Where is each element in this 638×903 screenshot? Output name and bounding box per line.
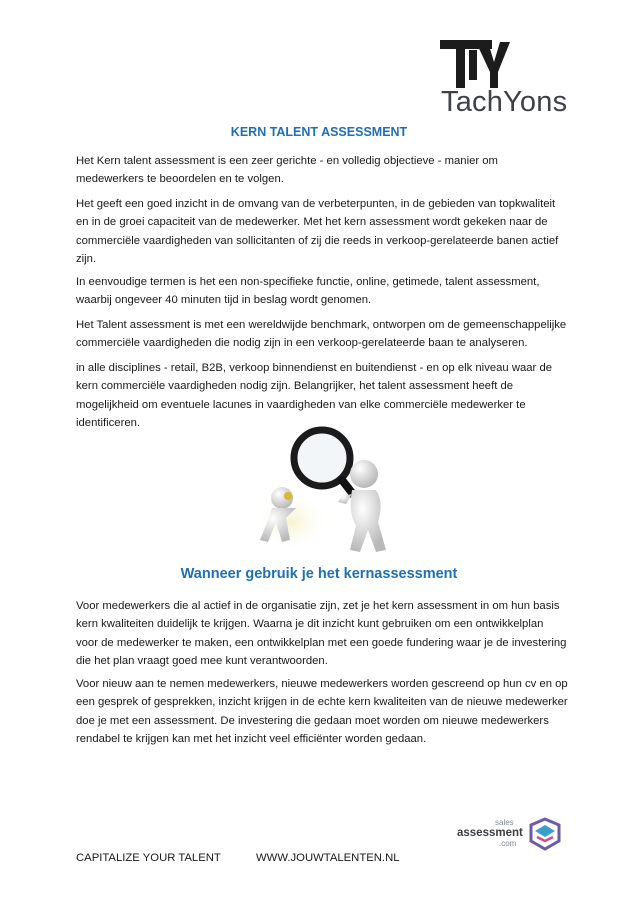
- footer-left-text: CAPITALIZE YOUR TALENT: [76, 852, 221, 864]
- footer-website: WWW.JOUWTALENTEN.NL: [256, 852, 400, 864]
- page-title: KERN TALENT ASSESSMENT: [230, 125, 408, 139]
- sales-logo-line2: assessment: [457, 827, 523, 839]
- logo-brand-text: TachYons: [441, 86, 568, 118]
- paragraph-5: in alle disciplines - retail, B2B, verkoop binnendienst en buitendienst - en op elk niveau waar de kern commerciële vaardigheden nodig zijn. Belangrijker, het talent assessment heeft de mogelijkheid om eventuele lacunes in vaardigheden van elke commerciële medewerker te identificeren.: [76, 362, 553, 429]
- section-paragraph-1: Voor medewerkers die al actief in de organisatie zijn, zet je het kern assessment in om hun basis kern kwaliteiten duidelijk te krijgen. Waarna je dit inzicht kunt gebruiken om een ontwikkelplan voor de medewerker te maken, een ontwikkelplan met een goede fundering waar je de investering die het plan vraagt goed mee kunt verantwoorden.: [76, 600, 567, 667]
- paragraph-4: Het Talent assessment is met een wereldwijde benchmark, ontworpen om de gemeenschappelijke commerciële vaardigheden die nodig zijn in een verkoop-gerelateerde baan te analyseren.: [76, 319, 567, 350]
- section-heading: Wanneer gebruik je het kernassessment: [180, 566, 458, 582]
- paragraph-2: Het geeft een goed inzicht in de omvang van de verbeterpunten, in de gebieden van topkwaliteit en in de groei capaciteit van de medewerker. Met het kern assessment wordt gekeken naar de commerciële vaardigheden van sollicitanten of zij die reeds in verkoop-gerelateerde banen actief zijn.: [76, 198, 559, 265]
- section-paragraph-2: Voor nieuw aan te nemen medewerkers, nieuwe medewerkers worden gescreend op hun cv en op een gesprek of gesprekken, inzicht krijgen in de echte kern kwaliteiten van de nieuwe medewerker doe je met een assessment. De investering die gedaan moet worden om nieuwe medewerkers rendabel te krijgen kan met het inzicht veel efficiënter worden gedaan.: [76, 678, 568, 745]
- sales-assessment-logo: [455, 815, 565, 855]
- sales-logo-line3: .com: [499, 839, 517, 848]
- paragraph-3: In eenvoudige termen is het een non-specifieke functie, online, getimede, talent assessment, waarbij ongeveer 40 minuten tijd in beslag wordt genomen.: [76, 276, 540, 307]
- magnifying-glass-figure-illustration: [252, 422, 402, 554]
- sales-logo-line1: sales: [495, 818, 514, 827]
- paragraph-1: Het Kern talent assessment is een zeer gerichte - en volledig objectieve - manier om medewerkers te beoordelen en te volgen.: [76, 155, 498, 186]
